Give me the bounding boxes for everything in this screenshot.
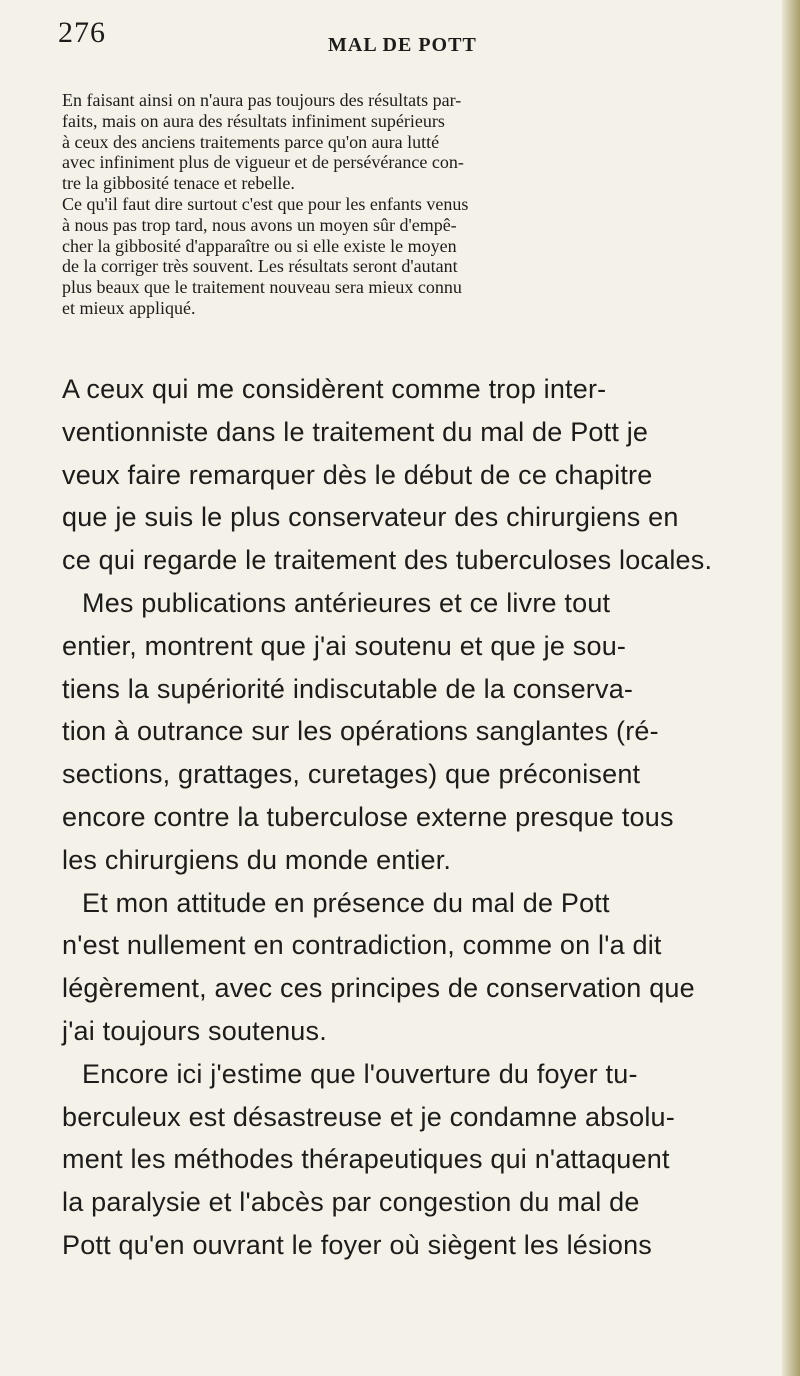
text-line: légèrement, avec ces principes de conservation que: [62, 973, 695, 1004]
text-line: encore contre la tuberculose externe presque tous: [62, 801, 674, 832]
text-line: cher la gibbosité d'apparaître ou si elle existe le moyen: [62, 235, 457, 256]
text-line: j'ai toujours soutenus.: [62, 1015, 327, 1046]
text-line: n'est nullement en contradiction, comme on l'a dit: [62, 930, 662, 961]
text-line: les chirurgiens du monde entier.: [62, 844, 452, 875]
text-line: berculeux est désastreuse et je condamne absolu-: [62, 1101, 675, 1132]
text-line: avec infiniment plus de vigueur et de persévérance con-: [62, 152, 464, 173]
running-head: MAL DE POTT: [328, 34, 477, 56]
text-line: ce qui regarde le traitement des tuberculoses locales.: [62, 545, 713, 576]
paragraph-4: [62, 1053, 762, 1267]
text-line: A ceux qui me considèrent comme trop inter-: [62, 374, 607, 404]
text-line: tiens la supériorité indiscutable de la conserva-: [62, 673, 634, 704]
text-line: Ce qu'il faut dire surtout c'est que pour les enfants venus: [62, 193, 469, 214]
text-line: sections, grattages, curetages) que préconisent: [62, 759, 641, 790]
small-paragraph-2: [62, 194, 762, 319]
text-line: à nous pas trop tard, nous avons un moyen sûr d'empê-: [62, 214, 457, 235]
paragraph-1: [62, 368, 762, 582]
text-line: de la corriger très souvent. Les résultats seront d'autant: [62, 256, 458, 277]
text-line: et mieux appliqué.: [62, 297, 196, 318]
page-edge: [782, 0, 800, 1376]
paragraph-2: [62, 582, 762, 882]
paragraph-3: [62, 882, 762, 1053]
text-line: à ceux des anciens traitements parce qu'on aura lutté: [62, 131, 440, 152]
text-line: la paralysie et l'abcès par congestion du mal de: [62, 1187, 640, 1218]
text-line: faits, mais on aura des résultats infiniment supérieurs: [62, 110, 445, 131]
text-line: En faisant ainsi on n'aura pas toujours des résultats par-: [62, 90, 462, 110]
text-line: ventionniste dans le traitement du mal de Pott je: [62, 416, 649, 447]
page-number: 276: [58, 16, 106, 49]
text-line: ment les méthodes thérapeutiques qui n'attaquent: [62, 1144, 670, 1175]
small-paragraph-1: [62, 90, 762, 194]
main-text-section: [62, 368, 762, 1267]
text-line: tion à outrance sur les opérations sanglantes (ré-: [62, 716, 659, 747]
page-header: [58, 14, 758, 70]
text-line: Encore ici j'estime que l'ouverture du foyer tu-: [82, 1058, 638, 1089]
text-line: que je suis le plus conservateur des chirurgiens en: [62, 502, 679, 533]
text-line: plus beaux que le traitement nouveau sera mieux connu: [62, 277, 462, 298]
small-print-section: [62, 90, 762, 319]
text-line: Mes publications antérieures et ce livre tout: [82, 587, 611, 618]
text-line: entier, montrent que j'ai soutenu et que je sou-: [62, 630, 627, 661]
text-line: veux faire remarquer dès le début de ce chapitre: [62, 459, 653, 490]
text-line: tre la gibbosité tenace et rebelle.: [62, 173, 295, 194]
text-line: Et mon attitude en présence du mal de Pott: [82, 887, 610, 918]
text-line: Pott qu'en ouvrant le foyer où siègent les lésions: [62, 1229, 653, 1260]
